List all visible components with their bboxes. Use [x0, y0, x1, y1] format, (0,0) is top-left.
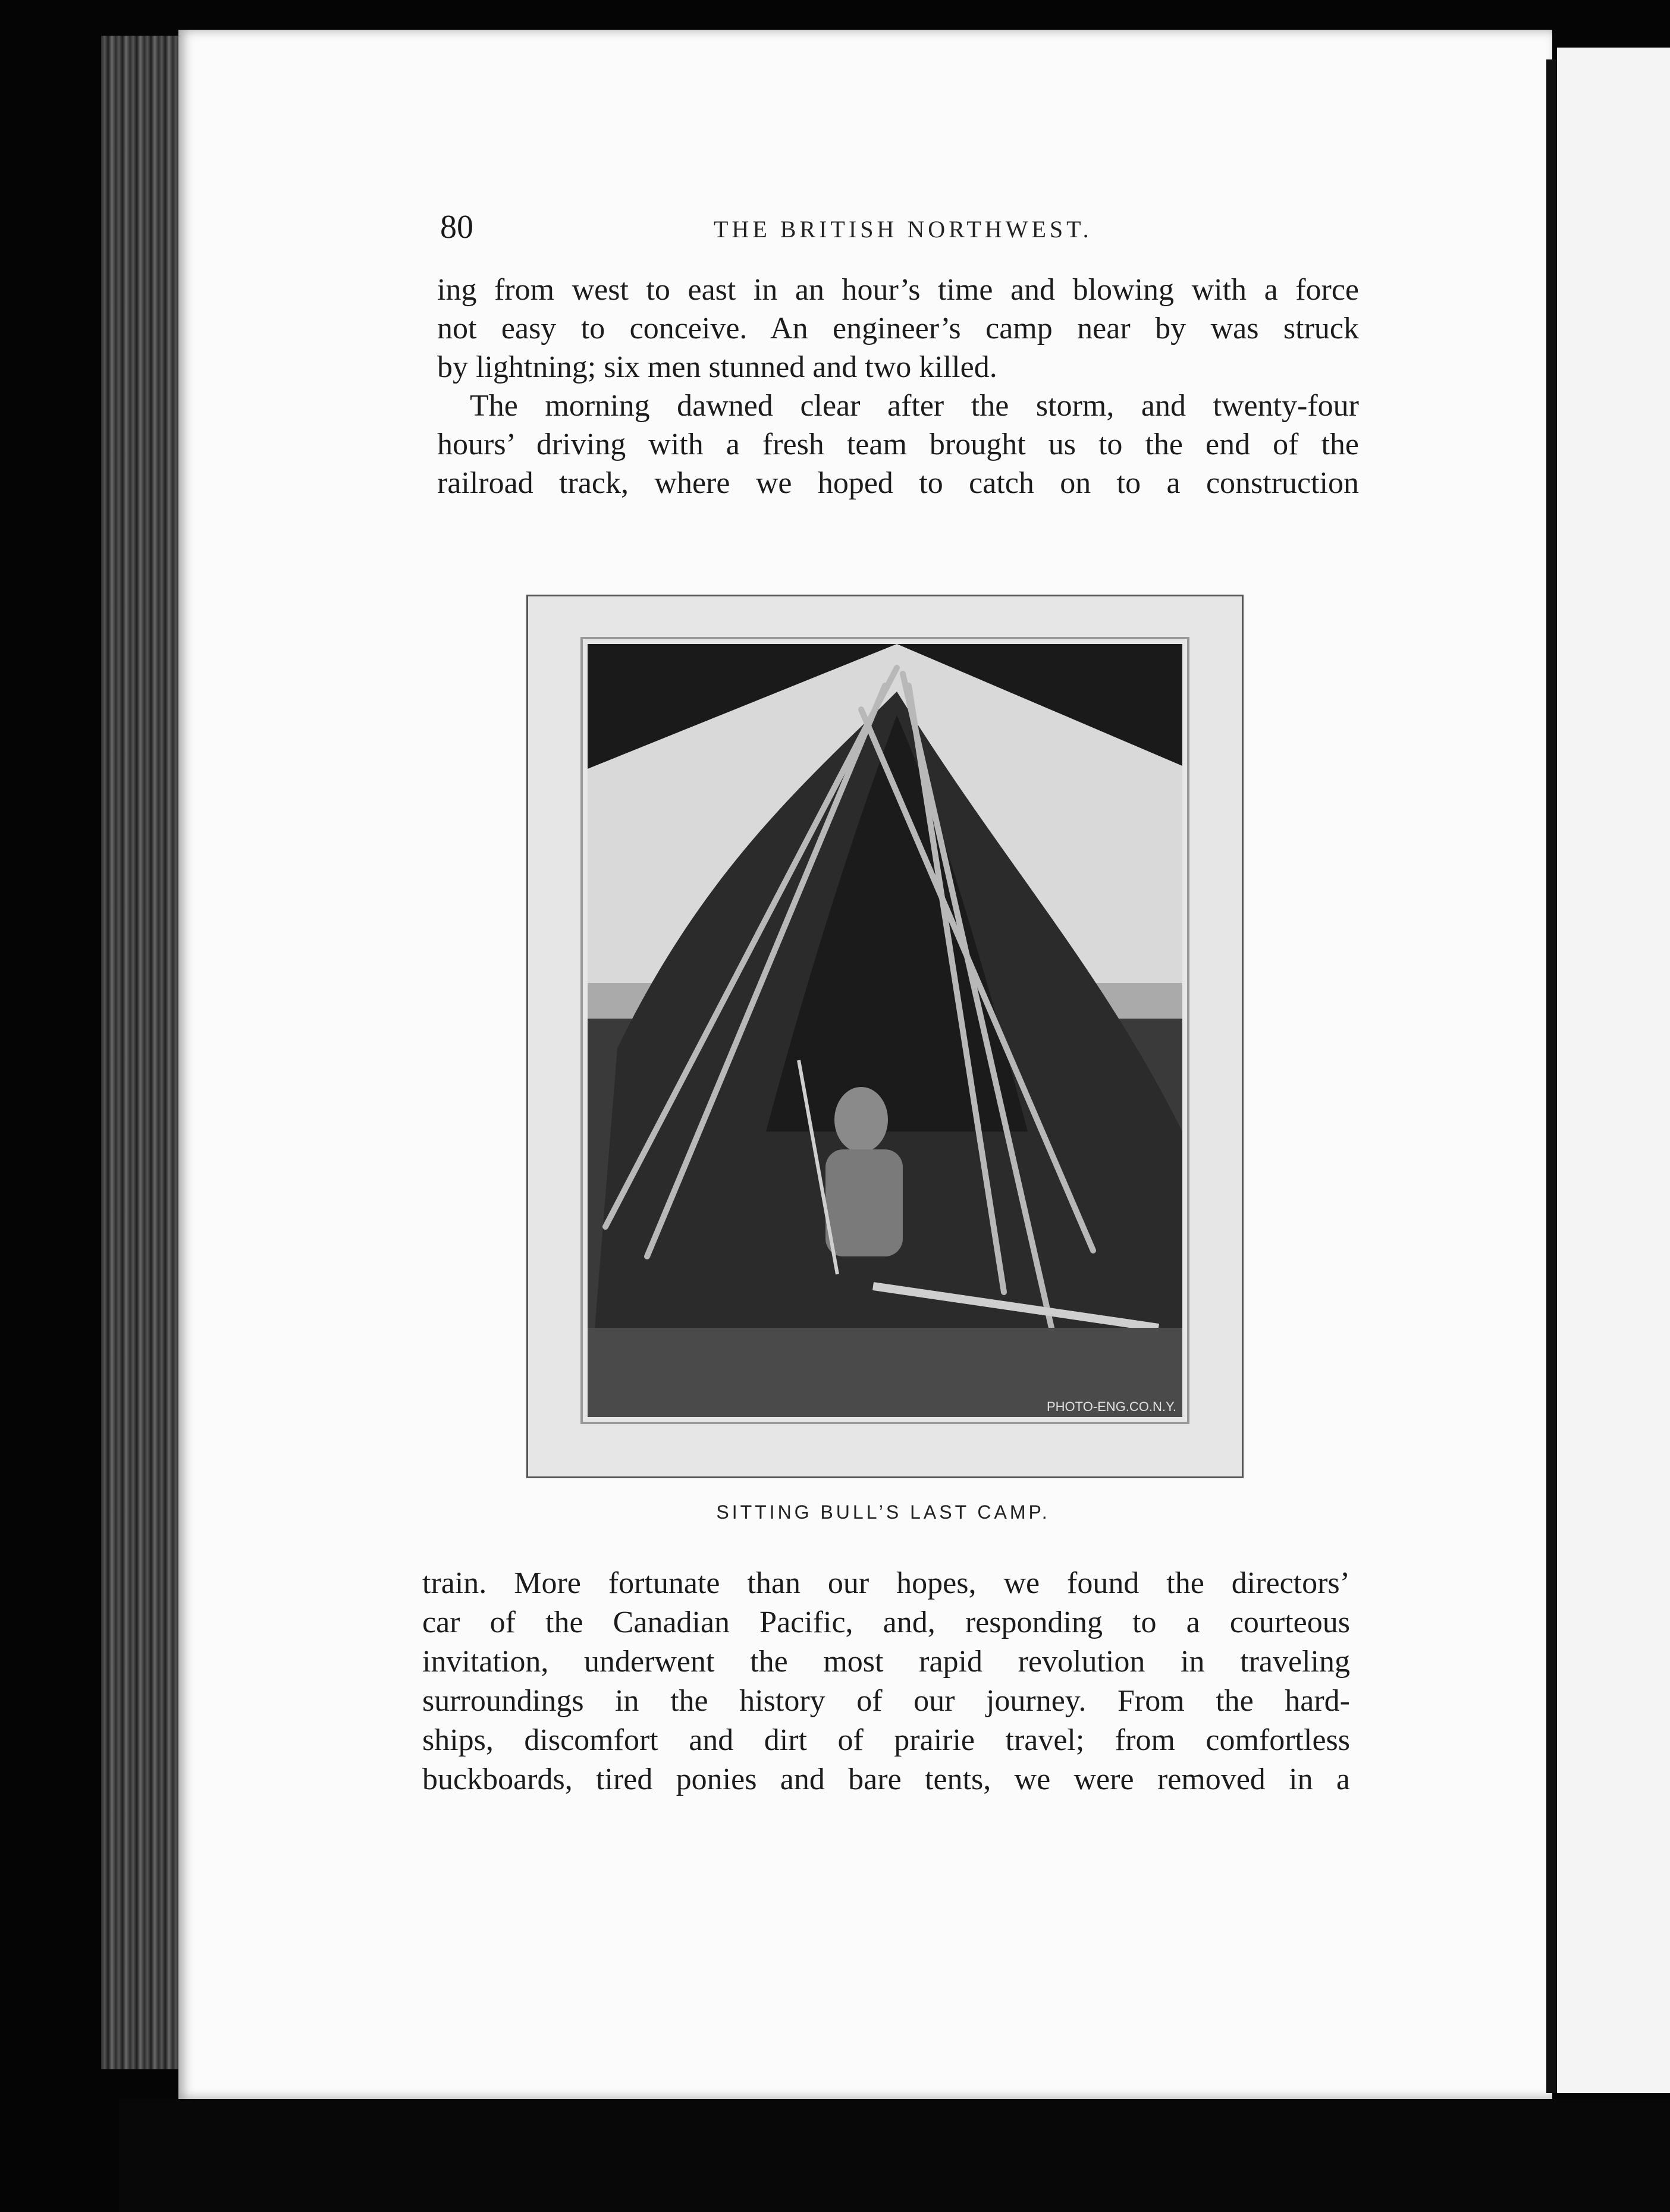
facing-page-edge — [1557, 48, 1670, 2093]
text-line: buckboards, tired ponies and bare tents, we were removed in a — [422, 1762, 1350, 1796]
text-line: railroad track, where we hoped to catch on to a construction — [437, 466, 1359, 500]
figure-caption: SITTING BULL’S LAST CAMP. — [716, 1501, 1050, 1523]
paragraph-1 — [437, 271, 1359, 387]
engraving-illustration — [526, 595, 1244, 1478]
text-line: car of the Canadian Pacific, and, responding to a courteous — [422, 1605, 1350, 1639]
top-text — [437, 271, 1359, 502]
text-line: invitation, underwent the most rapid revolution in traveling — [422, 1645, 1350, 1679]
engraver-imprint: PHOTO-ENG.CO.N.Y. — [1046, 1399, 1176, 1414]
scan-bottom-edge — [119, 2099, 1670, 2212]
running-title: THE BRITISH NORTHWEST. — [714, 216, 1093, 243]
text-line: by lightning; six men stunned and two killed. — [437, 350, 997, 384]
text-line: train. More fortunate than our hopes, we found the directors’ — [422, 1566, 1350, 1600]
seated-figure-body — [825, 1149, 903, 1256]
text-line: surroundings in the history of our journey. From the hard- — [422, 1684, 1350, 1718]
page-number: 80 — [440, 209, 473, 246]
engraving-drawing — [528, 596, 1242, 1476]
paragraph-2 — [437, 387, 1359, 502]
text-line: ships, discomfort and dirt of prairie travel; from comfortless — [422, 1723, 1350, 1757]
text-line: not easy to conceive. An engineer’s camp near by was struck — [437, 312, 1359, 345]
seated-figure-head — [834, 1087, 888, 1152]
text-line: hours’ driving with a fresh team brought us to the end of the — [437, 428, 1359, 461]
paragraph-3 — [422, 1564, 1350, 1799]
book-binding — [101, 36, 178, 2069]
text-line: ing from west to east in an hour’s time and blowing with a force — [437, 273, 1359, 307]
running-head — [440, 208, 1359, 256]
text-line: The morning dawned clear after the storm, and twenty-four — [470, 389, 1359, 423]
bottom-text — [422, 1564, 1350, 1799]
page-gutter — [1546, 59, 1557, 2093]
